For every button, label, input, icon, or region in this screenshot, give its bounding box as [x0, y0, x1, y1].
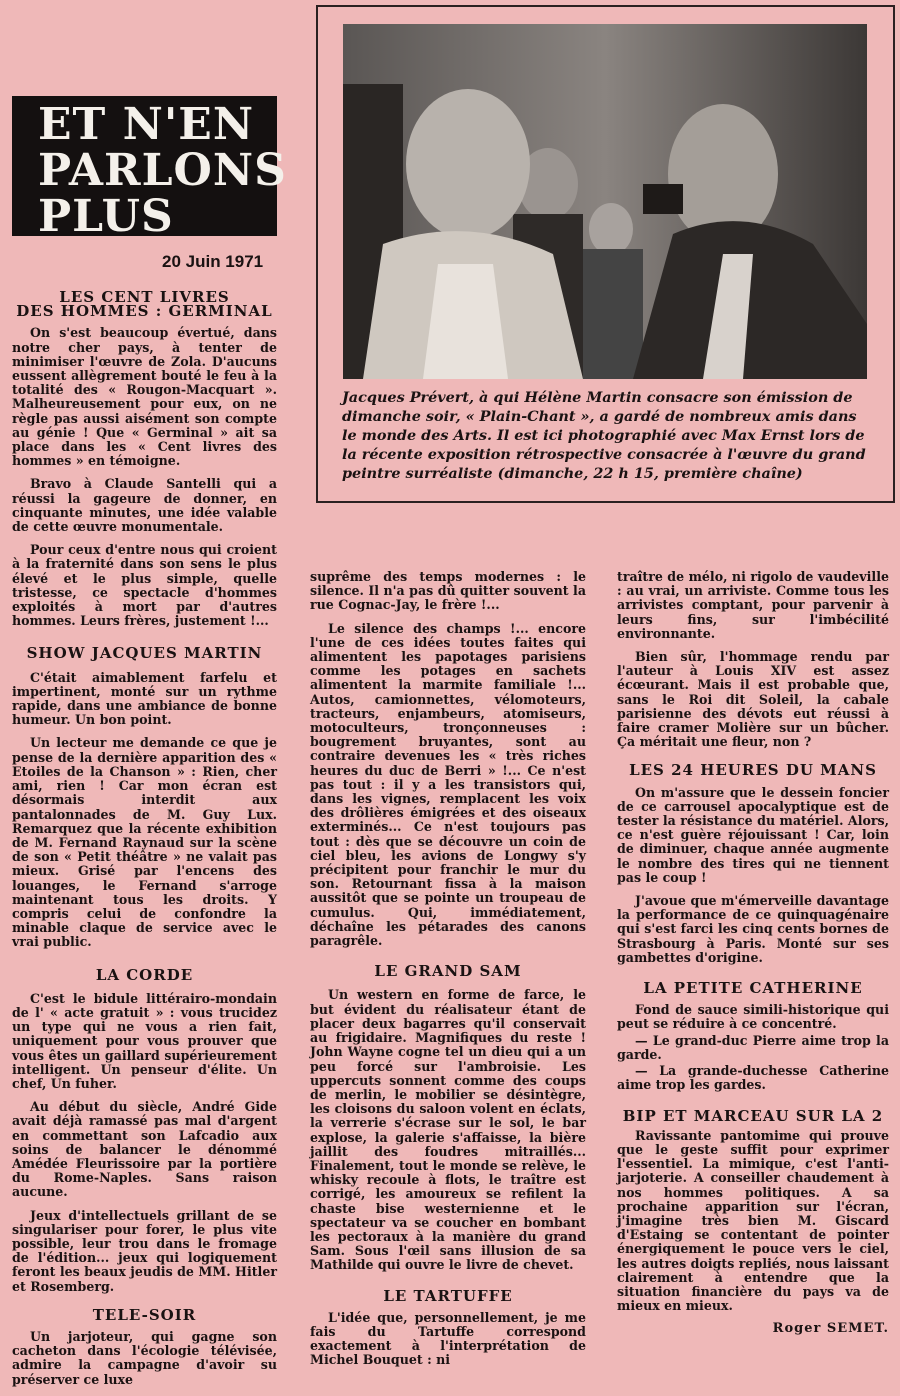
paragraph: C'est le bidule littérairo-mondain de l' « acte gratuit » : vous trucidez un type qui ne vous a rien fait, uniquement pour vous prouver que vous êtes un gaillard supérieurement intelligent. Un penseur d'élite. Un chef, Un fuher. [12, 990, 277, 1091]
masthead-line: PLUS [38, 191, 174, 242]
paragraph: J'avoue que m'émerveille davantage la performance de ce quinquagénaire qui s'est farci les cinq cents bornes de Strasbourg à Paris. Monté sur ses gambettes d'origine. [617, 893, 889, 965]
left-column [12, 290, 277, 1396]
masthead-line: ET N'EN [38, 99, 255, 150]
paragraph: C'était aimablement farfelu et impertinent, monté sur un rythme rapide, dans une ambiance de bonne humeur. Un bon point. [12, 669, 277, 728]
paragraph: Bravo à Claude Santelli qui a réussi la gageure de donner, en cinquante minutes, une idée valable de cette œuvre monumentale. [12, 476, 277, 535]
paragraph: Le silence des champs !... encore l'une de ces idées toutes faites qui alimentent les papotages parisiens comme les potages en sachets alimentent la marmite familiale !... Autos, camionnettes, vélomoteurs, tracteurs, enjambeurs, atomiseurs, motoculteurs, tronçonneuses : bougrement bruyantes, sont au contraire devenues les « très riches heures du duc de Berri » !... Ce n'est pas tout : il y a les transistors qui, dans les vignes, remplacent les voix des drôlières émigrées et des oiseaux exterminés... Ce n'est toujours pas tout : dès que se découvre un coin de ciel bleu, les avions de Longwy s'y précipitent pour franchir le mur du son. Retournant fissa à la maison aussitôt que se pointe un troupeau de cumulus. Qui, immédiatement, déchaîne les pétarades des canons paragrêle. [310, 620, 586, 949]
right-column [617, 570, 889, 1337]
article-title: TELE-SOIR [92, 1305, 197, 1324]
paragraph: Au début du siècle, André Gide avait déjà ramassé pas mal d'argent en commettant son Lafcadio aux soins de balancer le dénommé Amédée Fleurissoire par la portière du Rome-Naples. Sans raison aucune. [12, 1099, 277, 1200]
paragraph: On m'assure que le dessein foncier de ce carrousel apocalyptique est de tester la résistance du matériel. Alors, ce n'est guère réjouissant ! Car, loin de diminuer, chaque année augmente le nombre des tires qui ne tiennent pas le coup ! [617, 784, 889, 885]
paragraph: L'idée que, personnellement, je me fais du Tartuffe correspond exactement à l'interprétation de Michel Bouquet : ni [310, 1309, 586, 1368]
article-title: DES HOMMES : GERMINAL [16, 302, 273, 321]
article-title: LA PETITE CATHERINE [643, 979, 863, 998]
paragraph: Fond de sauce simili-historique qui peut se réduire à ce concentré. [617, 1002, 889, 1032]
press-photo [343, 24, 867, 379]
paragraph: Jeux d'intellectuels grillant de se singulariser pour forer, le plus vite possible, leur trou dans le fromage de l'édition... jeux qui logiquement feront les beaux jeudis de MM. Hitler et Rosemberg. [12, 1207, 277, 1294]
paragraph: Bien sûr, l'hommage rendu par l'auteur à Louis XIV est assez écœurant. Mais il est probable que, sans le Roi dit Soleil, la cabale parisienne des dévots eut réussi à faire cramer Molière sur un bûcher. Ça méritait une fleur, non ? [617, 649, 889, 750]
article-title: LE GRAND SAM [374, 962, 522, 981]
paragraph: Ravissante pantomime qui prouve que le geste suffit pour exprimer l'essentiel. La mimique, c'est l'anti-jarjoterie. A conseiller chaudement à nos hommes politiques. A sa prochaine apparition sur l'écran, j'imagine très bien M. Giscard d'Estaing se contentant de pointer énergiquement le pouce vers le ciel, les autres doigts repliés, nous laissant clairement à entendre que la situation financière du pays va de mieux en mieux. [617, 1127, 889, 1314]
photo-caption: Jacques Prévert, à qui Hélène Martin consacre son émission de dimanche soir, « Plain-Chant », a gardé de nombreux amis dans le monde des Arts. Il est ici photographié avec Max Ernst lors de la récente exposition rétrospective consacrée à l'œuvre du grand peintre surréaliste (dimanche, 22 h 15, première chaîne) [342, 389, 866, 482]
middle-column [310, 570, 586, 1377]
paragraph: Un jarjoteur, qui gagne son cacheton dans l'écologie télévisée, admire la campagne d'avoir su préserver ce luxe [12, 1329, 277, 1387]
article-title: SHOW JACQUES MARTIN [26, 644, 263, 663]
paragraph: On s'est beaucoup évertué, dans notre cher pays, à tenter de minimiser l'œuvre de Zola. D'aucuns eussent allègrement bouté le feu à la totalité des « Rougon-Macquart ». Malheureusement pour eux, on ne règle pas aussi aisément son compte au génie ! Que « Germinal » ait sa place dans les « Cent livres des hommes » en témoigne. [12, 325, 277, 469]
paragraph: — Le grand-duc Pierre aime trop la garde. [617, 1032, 889, 1062]
paragraph: — La grande-duchesse Catherine aime trop les gardes. [617, 1063, 889, 1093]
publication-date: 20 Juin 1971 [162, 252, 264, 271]
article-title: LA CORDE [95, 965, 194, 984]
article-title: LES CENT LIVRES [59, 288, 230, 306]
article-title: LES 24 HEURES DU MANS [629, 761, 877, 780]
masthead [12, 96, 287, 242]
article-title: BIP ET MARCEAU SUR LA 2 [622, 1106, 884, 1125]
article-title: LE TARTUFFE [383, 1286, 513, 1305]
masthead-line: PARLONS [38, 145, 287, 196]
paragraph: Un lecteur me demande ce que je pense de la dernière apparition des « Etoiles de la Chanson » : Rien, cher ami, rien ! Car mon écran est désormais interdit aux pantalonnades de M. Guy Lux. Remarquez que la récente exhibition de M. Fernand Raynaud sur la scène de son « Petit théâtre » ne valait pas mieux. Grisé par l'encens des louanges, le Fernand s'arroge maintenant tous les droits. Y compris celui de confondre la minable claque de service avec le vrai public. [12, 735, 277, 950]
paragraph: traître de mélo, ni rigolo de vaudeville : au vrai, un arriviste. Comme tous les arrivistes comptant, pour parvenir à leurs fins, sur l'imbécilité environnante. [617, 569, 889, 641]
paragraph: Un western en forme de farce, le but évident du réalisateur étant de placer deux bagarres qu'il conservait au frigidaire. Magnifiques du reste ! John Wayne cogne tel un dieu qui a un peu forcé sur l'ambroisie. Les uppercuts sonnent comme des coups de merlin, le mobilier se désintègre, les cloisons du saloon volent en éclats, la verrerie s'écrase sur le sol, le bar explose, la galerie s'affaisse, la bière jaillit des foudres mitraillés... Finalement, tout le monde se relève, le whisky recoule à flots, le traître est corrigé, les amoureux se refilent la chaste bise westernienne et le spectateur va se coucher en bombant les pectoraux à la manière du grand Sam. Sous l'œil sans illusion de sa Mathilde qui ouvre le livre de chevet. [310, 987, 586, 1273]
paragraph: suprême des temps modernes : le silence. Il n'a pas dû quitter souvent la rue Cognac-Jay, le frère !... [310, 569, 586, 613]
author-signature: Roger SEMET. [772, 1321, 889, 1337]
paragraph: Pour ceux d'entre nous qui croient à la fraternité dans son sens le plus élevé et le plus simple, quelle tristesse, ce spectacle d'hommes exploités à mort par d'autres hommes. Leurs frères, justement !... [12, 542, 277, 629]
